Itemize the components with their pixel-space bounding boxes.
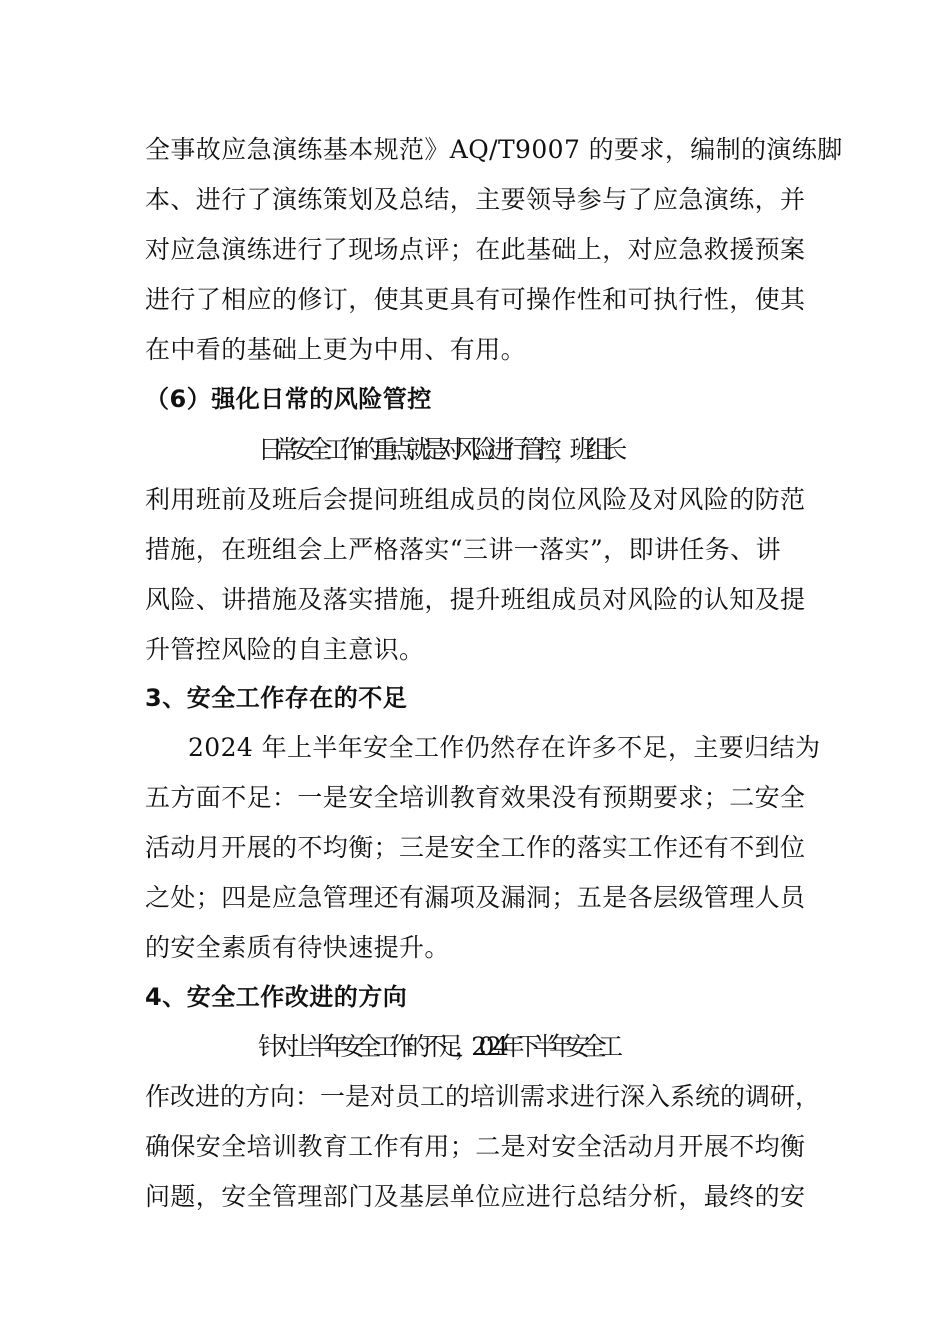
paragraph-line: 日常安全工作的重点就是对风险进行管控，班组长 bbox=[258, 435, 619, 464]
paragraph-line: 确保安全培训教育工作有用；二是对安全活动月开展不均衡 bbox=[145, 1132, 806, 1161]
section-heading: 4、安全工作改进的方向 bbox=[145, 983, 408, 1011]
section-heading: 3、安全工作存在的不足 bbox=[145, 684, 408, 712]
paragraph-line: 在中看的基础上更为中用、有用。 bbox=[145, 335, 527, 364]
paragraph-line: 作改进的方向：一是对员工的培训需求进行深入系统的调研， bbox=[145, 1082, 821, 1111]
paragraph-line: 本、进行了演练策划及总结，主要领导参与了应急演练，并 bbox=[145, 185, 806, 214]
paragraph-line: 利用班前及班后会提问班组成员的岗位风险及对风险的防范 bbox=[145, 485, 806, 514]
paragraph-line: 对应急演练进行了现场点评；在此基础上，对应急救援预案 bbox=[145, 235, 806, 264]
paragraph-line: 活动月开展的不均衡；三是安全工作的落实工作还有不到位 bbox=[145, 833, 806, 862]
paragraph-line: 风险、讲措施及落实措施，提升班组成员对风险的认知及提 bbox=[145, 585, 806, 614]
section-heading: （6）强化日常的风险管控 bbox=[145, 385, 432, 413]
paragraph-line: 升管控风险的自主意识。 bbox=[145, 635, 425, 664]
paragraph-line: 全事故应急演练基本规范》AQ/T9007 的要求，编制的演练脚 bbox=[145, 135, 843, 164]
paragraph-line: 五方面不足：一是安全培训教育效果没有预期要求；二安全 bbox=[145, 783, 806, 812]
paragraph-line: 的安全素质有待快速提升。 bbox=[145, 933, 450, 962]
paragraph-line: 2024 年上半年安全工作仍然存在许多不足，主要归结为 bbox=[188, 733, 821, 762]
paragraph-line: 之处；四是应急管理还有漏项及漏洞；五是各层级管理人员 bbox=[145, 883, 806, 912]
paragraph-line: 措施，在班组会上严格落实“三讲一落实”，即讲任务、讲 bbox=[145, 535, 781, 564]
paragraph-line: 针对上半年安全工作的不足，2024 年下半年安全工 bbox=[258, 1032, 615, 1061]
paragraph-line: 问题，安全管理部门及基层单位应进行总结分析，最终的安 bbox=[145, 1182, 806, 1211]
paragraph-line: 进行了相应的修订，使其更具有可操作性和可执行性，使其 bbox=[145, 285, 806, 314]
